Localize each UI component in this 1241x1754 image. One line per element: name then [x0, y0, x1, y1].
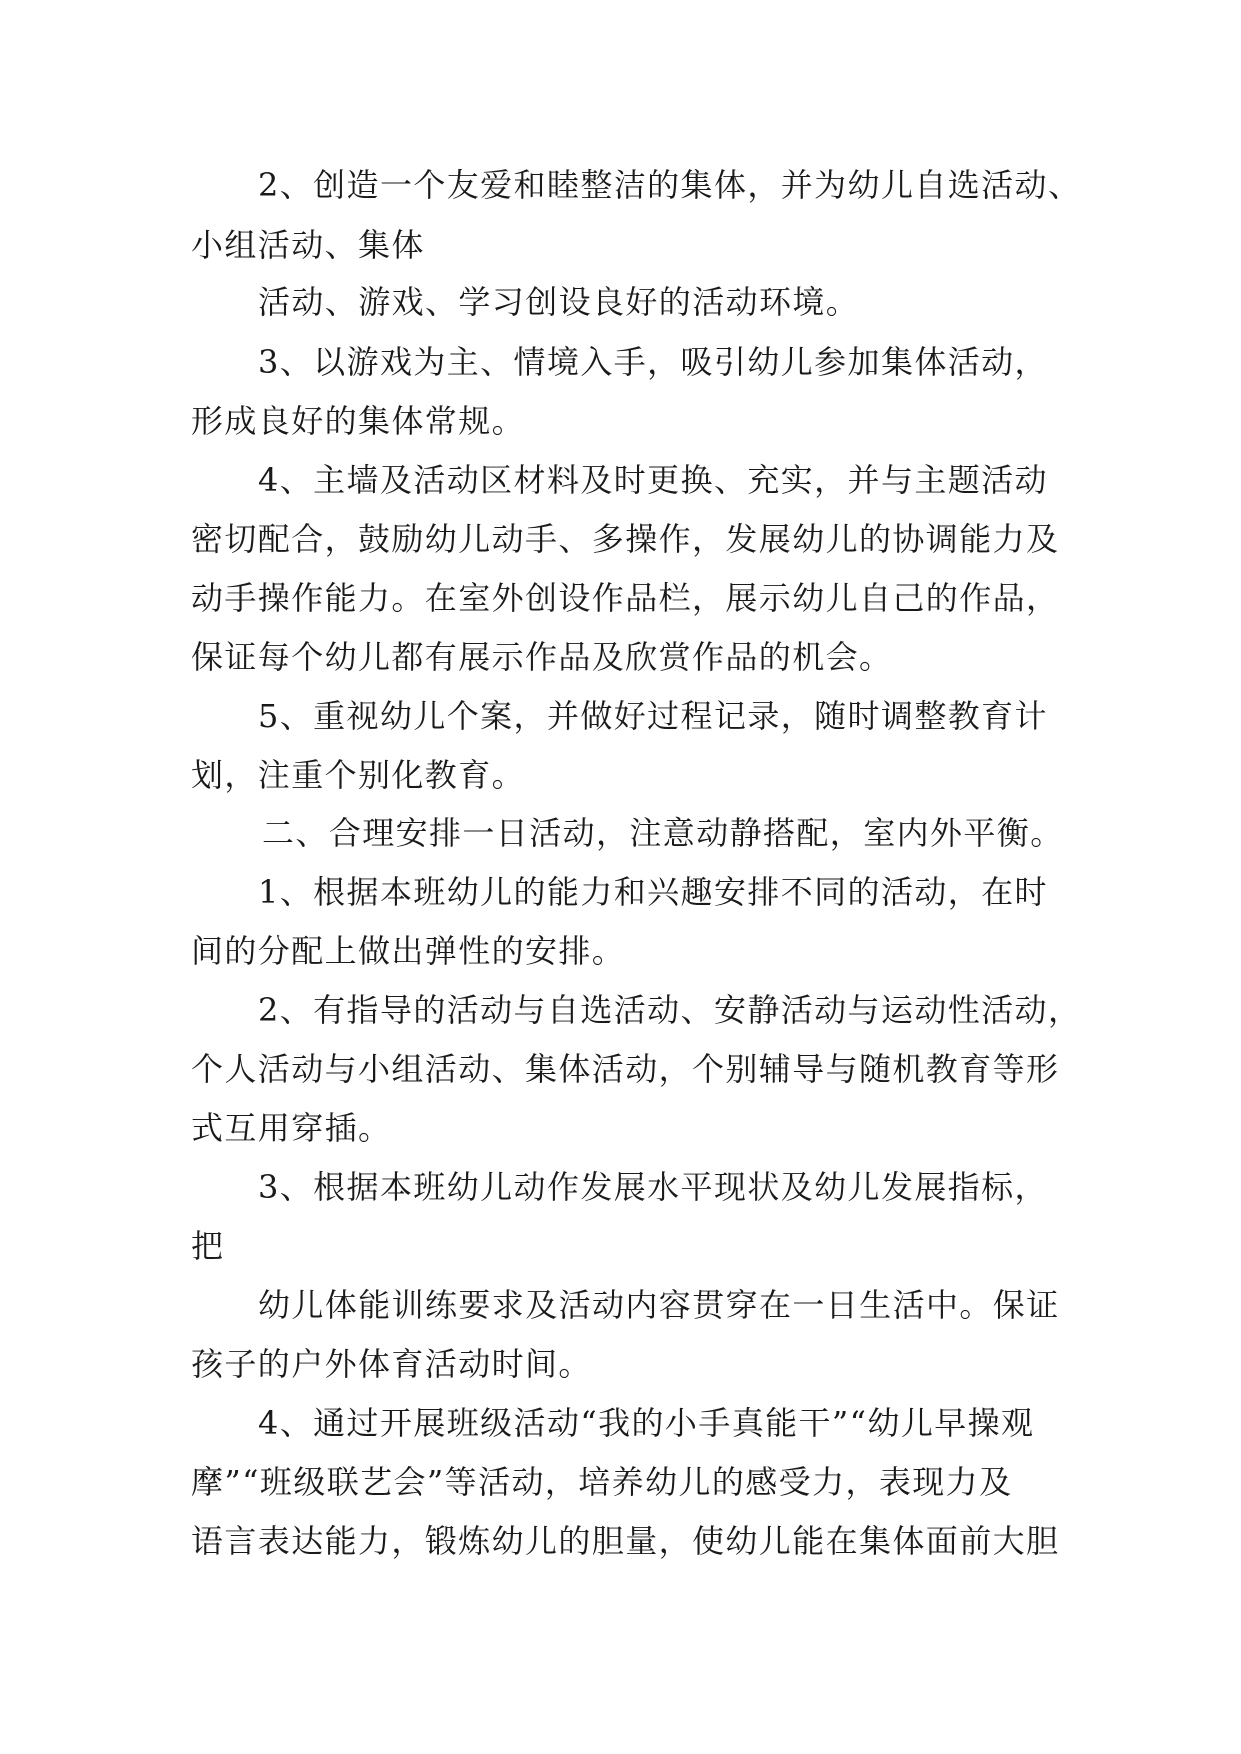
section-heading: 二、合理安排一日活动，注意动静搭配，室内外平衡。: [262, 814, 1064, 852]
text-line: 摩”“班级联艺会”等活动，培养幼儿的感受力，表现力及: [191, 1463, 1013, 1501]
text-line: 2、创造一个友爱和睦整洁的集体，并为幼儿自选活动、: [258, 166, 1082, 204]
text-line: 把: [191, 1227, 225, 1265]
text-line: 5、重视幼儿个案，并做好过程记录，随时调整教育计: [258, 697, 1048, 735]
text-line: 划，注重个别化教育。: [191, 756, 526, 794]
text-line: 保证每个幼儿都有展示作品及欣赏作品的机会。: [191, 638, 893, 676]
text-line: 密切配合，鼓励幼儿动手、多操作，发展幼儿的协调能力及: [191, 520, 1060, 558]
text-line: 语言表达能力，锻炼幼儿的胆量，使幼儿能在集体面前大胆: [191, 1522, 1060, 1560]
text-line: 小组活动、集体: [191, 226, 425, 264]
text-line: 间的分配上做出弹性的安排。: [191, 932, 626, 970]
text-line: 孩子的户外体育活动时间。: [191, 1345, 592, 1383]
text-line: 4、通过开展班级活动“我的小手真能干”“幼儿早操观: [258, 1404, 1035, 1442]
text-line: 3、根据本班幼儿动作发展水平现状及幼儿发展指标，: [258, 1168, 1048, 1206]
text-line: 1、根据本班幼儿的能力和兴趣安排不同的活动，在时: [258, 873, 1048, 911]
text-line: 3、以游戏为主、情境入手，吸引幼儿参加集体活动，: [258, 343, 1048, 381]
text-line: 个人活动与小组活动、集体活动，个别辅导与随机教育等形: [191, 1050, 1060, 1088]
text-line: 式互用穿插。: [191, 1109, 392, 1147]
text-line: 活动、游戏、学习创设良好的活动环境。: [258, 283, 860, 321]
text-line: 4、主墙及活动区材料及时更换、充实，并与主题活动: [258, 461, 1048, 499]
text-line: 幼儿体能训练要求及活动内容贯穿在一日生活中。保证: [258, 1286, 1060, 1324]
text-line: 2、有指导的活动与自选活动、安静活动与运动性活动，: [258, 991, 1082, 1029]
text-line: 形成良好的集体常规。: [191, 402, 526, 440]
text-line: 动手操作能力。在室外创设作品栏，展示幼儿自己的作品，: [191, 579, 1060, 617]
